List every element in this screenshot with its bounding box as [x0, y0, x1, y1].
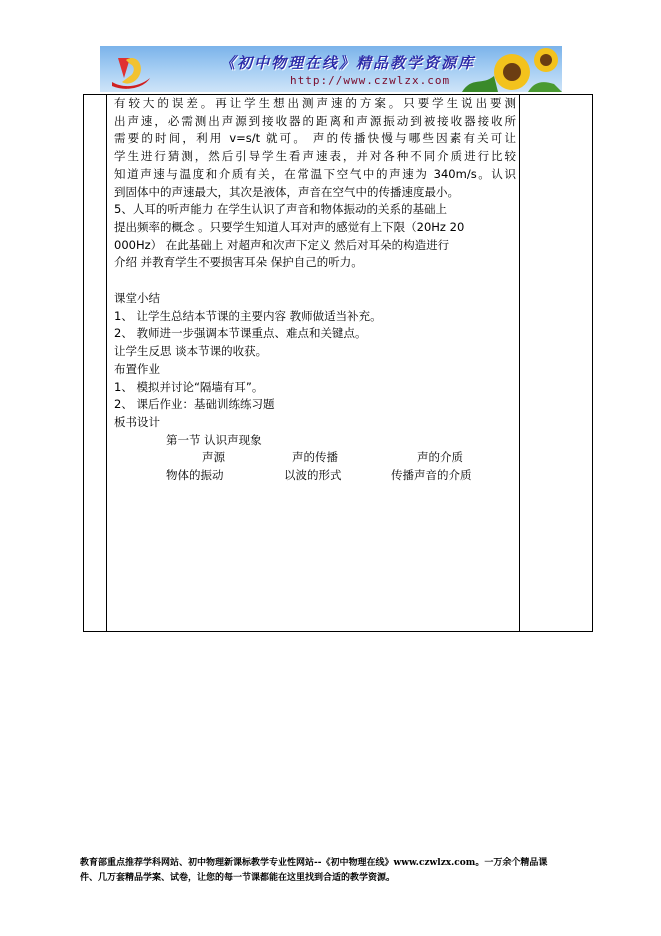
board-sub-medium: 传播声音的介质 [391, 468, 472, 483]
board-sub-vibration: 物体的振动 [166, 468, 224, 483]
text-line: 有较大的误差。再让学生想出测声速的方案。只要学生说出要测 [114, 96, 516, 110]
text-line: 需要的时间，利用 v=s/t 就可。 声的传播快慢与哪些因素有关可让 [114, 131, 516, 146]
board-section-title: 第一节 认识声现象 [166, 432, 262, 447]
board-head-medium: 声的介质 [417, 450, 463, 465]
text-line: 出声速，必需测出声源到接收器的距离和声源振动到被接收器接收所 [114, 113, 516, 128]
text-line: 5、人耳的听声能力 在学生认识了声音和物体振动的关系的基础上 [114, 202, 447, 217]
summary-heading: 课堂小结 [114, 291, 160, 306]
board-sub-wave: 以波的形式 [284, 468, 342, 483]
summary-item: 1、 让学生总结本节课的主要内容 教师做适当补充。 [114, 308, 382, 323]
table-divider-right [519, 95, 520, 631]
summary-item: 2、 教师进一步强调本节课重点、难点和关键点。 [114, 326, 367, 341]
text-line: 知道声速与温度和介质有关，在常温下空气中的声速为 340m/s。认识 [114, 166, 516, 181]
table-divider-left [106, 95, 107, 631]
homework-heading: 布置作业 [114, 361, 160, 376]
homework-item: 1、 模拟并讨论“隔墙有耳”。 [114, 379, 264, 394]
footer-line: 教育部重点推荐学科网站、初中物理新课标教学专业性网站--《初中物理在线》www.czwlzx.com。一万余个精品课 [80, 858, 548, 868]
board-head-source: 声源 [202, 450, 225, 465]
header-banner [100, 46, 562, 92]
text-line: 到固体中的声速最大，其次是液体，声音在空气中的传播速度最小。 [114, 184, 459, 199]
text-line: 介绍 并教育学生不要损害耳朵 保护自己的听力。 [114, 255, 363, 270]
board-head-propagation: 声的传播 [292, 450, 338, 465]
homework-item: 2、 课后作业：基础训练练习题 [114, 397, 275, 412]
text-line: 提出频率的概念 。只要学生知道人耳对声的感觉有上下限（20Hz 20 [114, 219, 465, 234]
banner-url: http://www.czwlzx.com [290, 74, 451, 87]
lesson-table [83, 94, 593, 632]
site-logo-icon [104, 48, 164, 92]
lesson-content [114, 95, 516, 485]
text-line: 000Hz） 在此基础上 对超声和次声下定义 然后对耳朵的构造进行 [114, 237, 450, 252]
banner-title: 《初中物理在线》精品教学资源库 [220, 54, 476, 72]
footer-line: 件、几万套精品学案、试卷，让您的每一节课都能在这里找到合适的教学资源。 [80, 873, 396, 883]
summary-item: 让学生反思 谈本节课的收获。 [114, 344, 268, 359]
page-footer [80, 856, 590, 886]
board-design-heading: 板书设计 [114, 414, 160, 429]
text-line: 学生进行猜测，然后引导学生看声速表，并对各种不同介质进行比较 [114, 149, 516, 164]
